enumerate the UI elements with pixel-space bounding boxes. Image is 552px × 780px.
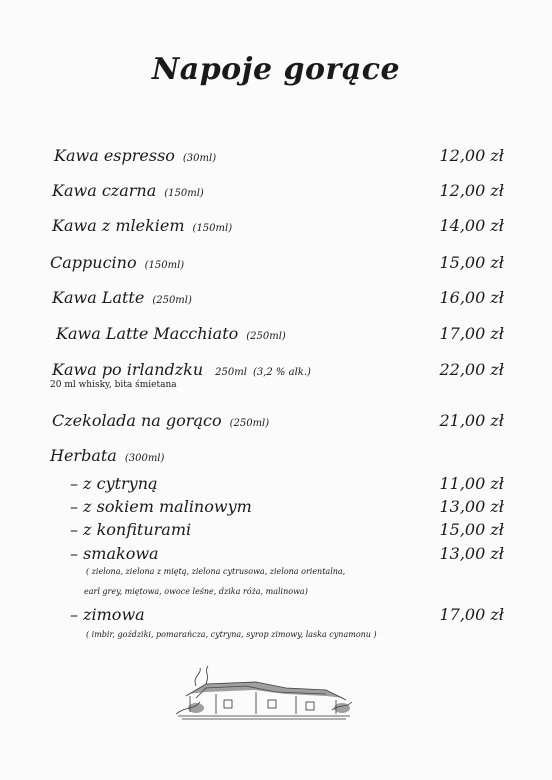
item-price: 12,00 zł	[439, 146, 504, 165]
item-note: 20 ml whisky, bita śmietana	[50, 380, 177, 390]
item-name: Czekolada na gorąco	[52, 411, 222, 430]
menu-item-cappucino	[50, 253, 184, 272]
item-price: 17,00 zł	[439, 605, 504, 624]
tea-note-line: ( imbir, goździki, pomarańcza, cytryna, syrop zimowy, laska cynamonu )	[86, 630, 377, 639]
menu-item-z-mlekiem	[52, 216, 232, 235]
item-price: 12,00 zł	[439, 181, 504, 200]
tea-variant-konfitury: – z konfiturami	[70, 520, 192, 539]
item-volume: (150ml)	[192, 223, 233, 234]
tea-variant-smakowa: – smakowa	[70, 544, 159, 563]
menu-item-latte	[52, 288, 192, 307]
page-title: Napoje gorące	[151, 52, 401, 87]
item-alcohol: (3,2 % alk.)	[252, 367, 311, 378]
item-volume: (300ml)	[124, 453, 165, 464]
item-volume: (150ml)	[164, 188, 204, 199]
tea-variant-sok-malinowy: – z sokiem malinowym	[70, 497, 252, 516]
item-volume: (250ml)	[152, 295, 192, 306]
item-volume: (30ml)	[182, 153, 217, 164]
item-price: 13,00 zł	[439, 544, 504, 563]
menu-item-herbata	[50, 446, 164, 465]
item-volume: (250ml)	[246, 331, 286, 342]
item-price: 11,00 zł	[439, 474, 504, 493]
item-name: Kawa po irlandzku	[52, 360, 204, 379]
tea-note-line: ( zielona, zielona z miętą, zielona cytrusowa, zielona orientalna,	[86, 567, 346, 576]
item-name: Cappucino	[50, 253, 137, 272]
menu-item-latte-macchiato	[56, 324, 286, 343]
menu-item-czarna	[52, 181, 204, 200]
item-price: 15,00 zł	[439, 520, 504, 539]
tea-variant-cytryna: – z cytryną	[70, 474, 158, 493]
item-price: 16,00 zł	[439, 288, 504, 307]
item-name: Kawa z mlekiem	[52, 216, 185, 235]
item-volume: (250ml)	[229, 418, 270, 429]
item-price: 13,00 zł	[439, 497, 504, 516]
item-price: 14,00 zł	[439, 216, 504, 235]
item-volume: (150ml)	[144, 260, 185, 271]
item-price: 21,00 zł	[439, 411, 504, 430]
house-sketch-icon	[176, 666, 352, 722]
item-name: Kawa Latte	[52, 288, 145, 307]
menu-item-czekolada	[52, 411, 269, 430]
tea-note-line: earl grey, miętowa, owoce leśne, dzika róża, malinowa)	[84, 587, 308, 596]
item-name: Kawa Latte Macchiato	[56, 324, 239, 343]
tea-variant-zimowa: – zimowa	[70, 605, 145, 624]
item-price: 17,00 zł	[439, 324, 504, 343]
menu-item-espresso	[54, 146, 216, 165]
item-name: Kawa espresso	[54, 146, 175, 165]
item-name: Kawa czarna	[52, 181, 157, 200]
menu-item-po-irlandzku	[52, 360, 311, 379]
item-price: 22,00 zł	[439, 360, 504, 379]
item-volume: 250ml	[215, 367, 247, 378]
item-price: 15,00 zł	[439, 253, 504, 272]
item-name: Herbata	[50, 446, 117, 465]
